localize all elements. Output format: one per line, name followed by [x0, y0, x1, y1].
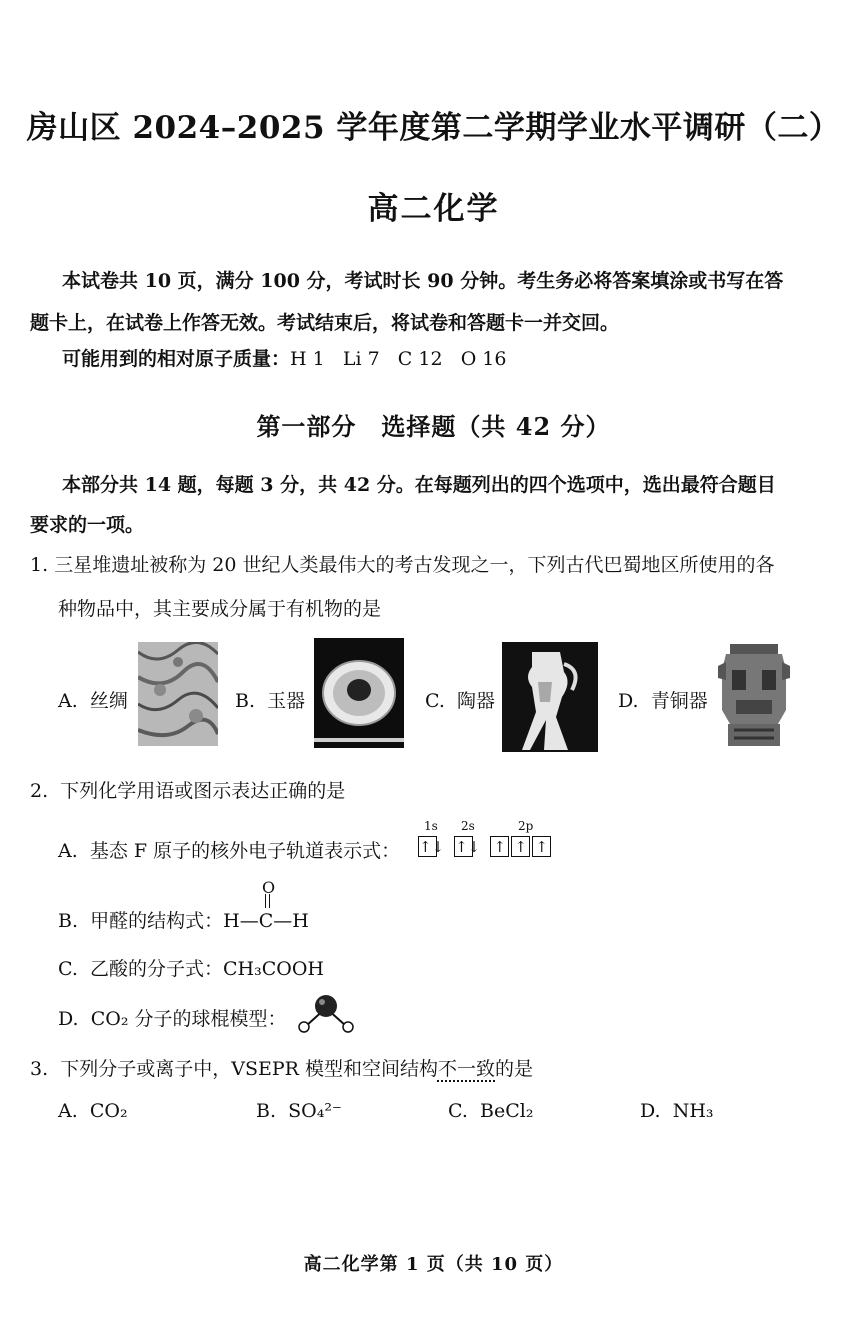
q2-option-d-molecule: CO₂ — [90, 1008, 129, 1030]
q3-emphasis: 不一致 — [437, 1058, 495, 1080]
q2-option-d-letter: D. — [58, 1008, 79, 1030]
q3-option-b-letter: B. — [256, 1100, 277, 1122]
q3-stem-text-a: 下列分子或离子中，VSEPR 模型和空间结构 — [60, 1058, 438, 1080]
q2-stem — [30, 776, 345, 803]
mass-o: O 16 — [460, 348, 507, 370]
q3-option-d-letter: D. — [640, 1100, 661, 1122]
orbital-box-2p-3: ↑ — [532, 836, 551, 857]
q2-number: 2. — [30, 780, 49, 802]
q3-stem-text-b: 的是 — [495, 1058, 534, 1080]
section-1-intro-line-2: 要求的一项。 — [30, 514, 145, 536]
q1-option-d[interactable] — [618, 686, 708, 713]
atomic-masses — [62, 344, 506, 371]
q1-option-a-letter: A. — [58, 690, 78, 712]
q1-option-a-text: 丝绸 — [89, 690, 128, 712]
q3-option-c[interactable] — [448, 1100, 533, 1122]
atomic-masses-label: 可能用到的相对原子质量： — [62, 348, 291, 370]
q1-number: 1. — [30, 554, 49, 576]
section-1-intro-line-1: 本部分共 14 题，每题 3 分，共 42 分。在每题列出的四个选项中，选出最符合题目 — [62, 474, 776, 496]
pottery-image — [502, 642, 598, 752]
bronze-vessel-image — [716, 640, 792, 750]
q1-stem-text-1: 三星堆遗址被称为 20 世纪人类最伟大的考古发现之一，下列古代巴蜀地区所使用的各 — [54, 554, 775, 576]
q1-option-d-text: 青铜器 — [650, 690, 708, 712]
orbital-box-2p-1: ↑ — [490, 836, 509, 857]
q1-stem-line-2: 种物品中，其主要成分属于有机物的是 — [58, 598, 382, 620]
ball-stick-model-icon — [296, 994, 360, 1038]
q1-option-a[interactable] — [58, 686, 128, 713]
q3-option-c-text: BeCl₂ — [480, 1100, 534, 1122]
orbital-box-2s: ↑↓ — [455, 838, 481, 856]
exam-subject: 高二化学 — [367, 191, 500, 227]
mass-c: C 12 — [397, 348, 443, 370]
acetic-acid-formula: CH₃COOH — [223, 958, 324, 980]
section-1-title: 第一部分 选择题（共 42 分） — [256, 412, 611, 441]
orbital-label-2p: 2p — [518, 819, 534, 833]
exam-title: 房山区 2024–2025 学年度第二学期学业水平调研（二） — [26, 110, 841, 146]
q2-option-b-text: 甲醛的结构式： — [90, 910, 224, 932]
q3-option-d-text: NH₃ — [672, 1100, 714, 1122]
silk-image — [138, 642, 218, 746]
formaldehyde-formula: H—C—H — [223, 910, 309, 932]
q3-option-a-letter: A. — [58, 1100, 78, 1122]
formaldehyde-double-bond — [265, 894, 270, 908]
q2-option-c-text: 乙酸的分子式： — [90, 958, 224, 980]
q2-option-b[interactable] — [58, 906, 309, 933]
q2-stem-text: 下列化学用语或图示表达正确的是 — [60, 780, 346, 802]
jade-disc-image — [314, 638, 404, 748]
q2-option-b-letter: B. — [58, 910, 79, 932]
q1-option-d-letter: D. — [618, 690, 639, 712]
q3-number: 3. — [30, 1058, 49, 1080]
q2-option-c-letter: C. — [58, 958, 78, 980]
q2-option-d[interactable] — [58, 1004, 286, 1031]
mass-h: H 1 — [290, 348, 325, 370]
mass-li: Li 7 — [342, 348, 380, 370]
instructions-line-2: 题卡上，在试卷上作答无效。考试结束后，将试卷和答题卡一并交回。 — [30, 312, 620, 334]
orbital-diagram — [418, 836, 563, 857]
formaldehyde-oxygen: O — [262, 878, 276, 897]
q1-option-c-text: 陶器 — [457, 690, 496, 712]
q3-stem — [30, 1054, 533, 1081]
page-footer: 高二化学第 1 页（共 10 页） — [303, 1254, 564, 1275]
q3-option-a[interactable] — [58, 1100, 128, 1122]
q1-option-b-letter: B. — [235, 690, 256, 712]
orbital-box-2p-2: ↑ — [511, 836, 530, 857]
q1-option-c[interactable] — [425, 686, 495, 713]
q2-option-a-text: 基态 F 原子的核外电子轨道表示式： — [89, 840, 401, 862]
q2-option-c[interactable] — [58, 954, 324, 981]
q3-option-b-text: SO₄²⁻ — [288, 1100, 342, 1122]
q1-stem-line-1 — [30, 550, 774, 577]
orbital-label-2s: 2s — [461, 819, 475, 833]
q3-option-b[interactable] — [256, 1100, 342, 1122]
q2-option-d-text: 分子的球棍模型： — [128, 1008, 287, 1030]
q2-option-a-letter: A. — [58, 840, 78, 862]
q1-option-b[interactable] — [235, 686, 305, 713]
orbital-box-1s: ↑↓ — [419, 838, 445, 856]
orbital-label-1s: 1s — [424, 819, 438, 833]
q1-option-b-text: 玉器 — [267, 690, 306, 712]
q3-option-c-letter: C. — [448, 1100, 468, 1122]
q2-option-a[interactable] — [58, 836, 400, 863]
q1-option-c-letter: C. — [425, 690, 445, 712]
instructions-line-1: 本试卷共 10 页，满分 100 分，考试时长 90 分钟。考生务必将答案填涂或书写在答 — [62, 270, 784, 292]
q3-option-a-text: CO₂ — [89, 1100, 128, 1122]
q3-option-d[interactable] — [640, 1100, 714, 1122]
